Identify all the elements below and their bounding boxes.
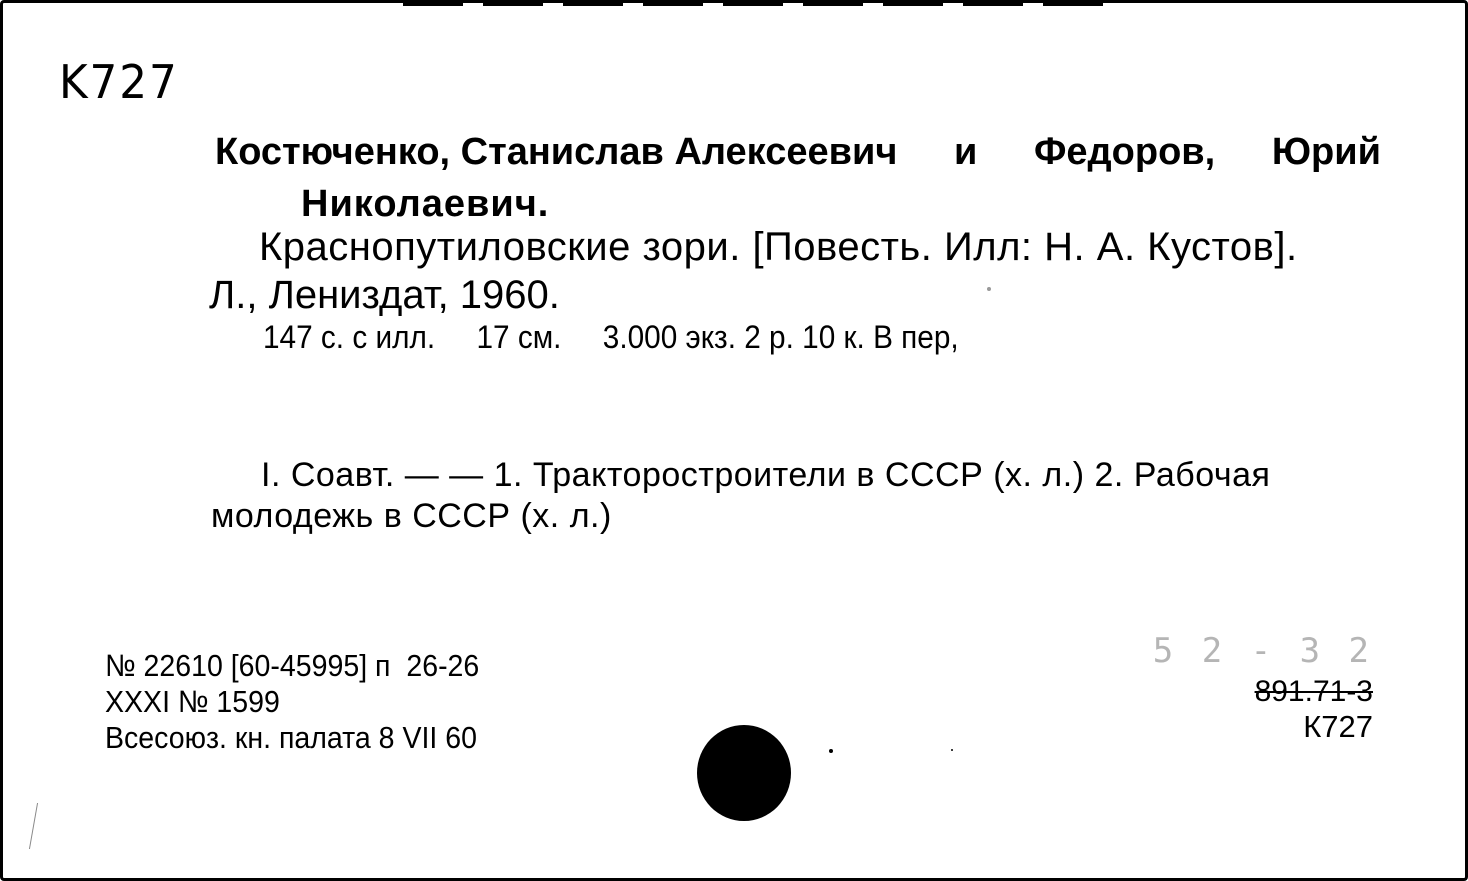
speck-2 <box>951 749 953 751</box>
classification-code: 891.71-3 <box>1254 675 1373 708</box>
card-top-edge <box>403 1 1103 6</box>
tracings-line-2: молодежь в СССР (х. л.) <box>211 497 612 535</box>
collation: 147 с. с илл. 17 см. 3.000 экз. 2 р. 10 к. В пер, <box>263 319 959 355</box>
handwritten-call-number: K727 <box>59 55 179 109</box>
faded-stamp: 5 2 - 3 2 <box>1152 631 1373 671</box>
punch-hole <box>697 725 791 821</box>
title-statement: Краснопутиловские зори. [Повесть. Илл: Н. А. Кустов]. <box>259 225 1298 269</box>
speck-1 <box>829 749 833 753</box>
edge-scratch <box>29 803 50 849</box>
author-mark: К727 <box>1303 709 1373 744</box>
registry-line-3: Всесоюз. кн. палата 8 VII 60 <box>105 720 477 755</box>
author-one: Костюченко, Станислав Алексеевич <box>215 131 898 173</box>
registry-line-2: XXXI № 1599 <box>105 684 280 719</box>
author-two-name: Юрий <box>1271 131 1381 173</box>
imprint: Л., Лениздат, 1960. <box>209 273 560 317</box>
author-two-surname: Федоров, <box>1033 131 1216 173</box>
author-conjunction: и <box>954 131 978 173</box>
author-heading-continued: Николаевич. <box>301 183 550 225</box>
tracings-line-1: I. Соавт. — — 1. Тракторостроители в СССР (х. л.) 2. Рабочая <box>261 456 1271 494</box>
registry-line-1: № 22610 [60-45995] п 26-26 <box>105 648 480 683</box>
author-heading <box>215 131 1381 174</box>
speck-3 <box>987 287 991 291</box>
classification-block <box>1153 631 1373 745</box>
registry-block <box>105 648 479 756</box>
